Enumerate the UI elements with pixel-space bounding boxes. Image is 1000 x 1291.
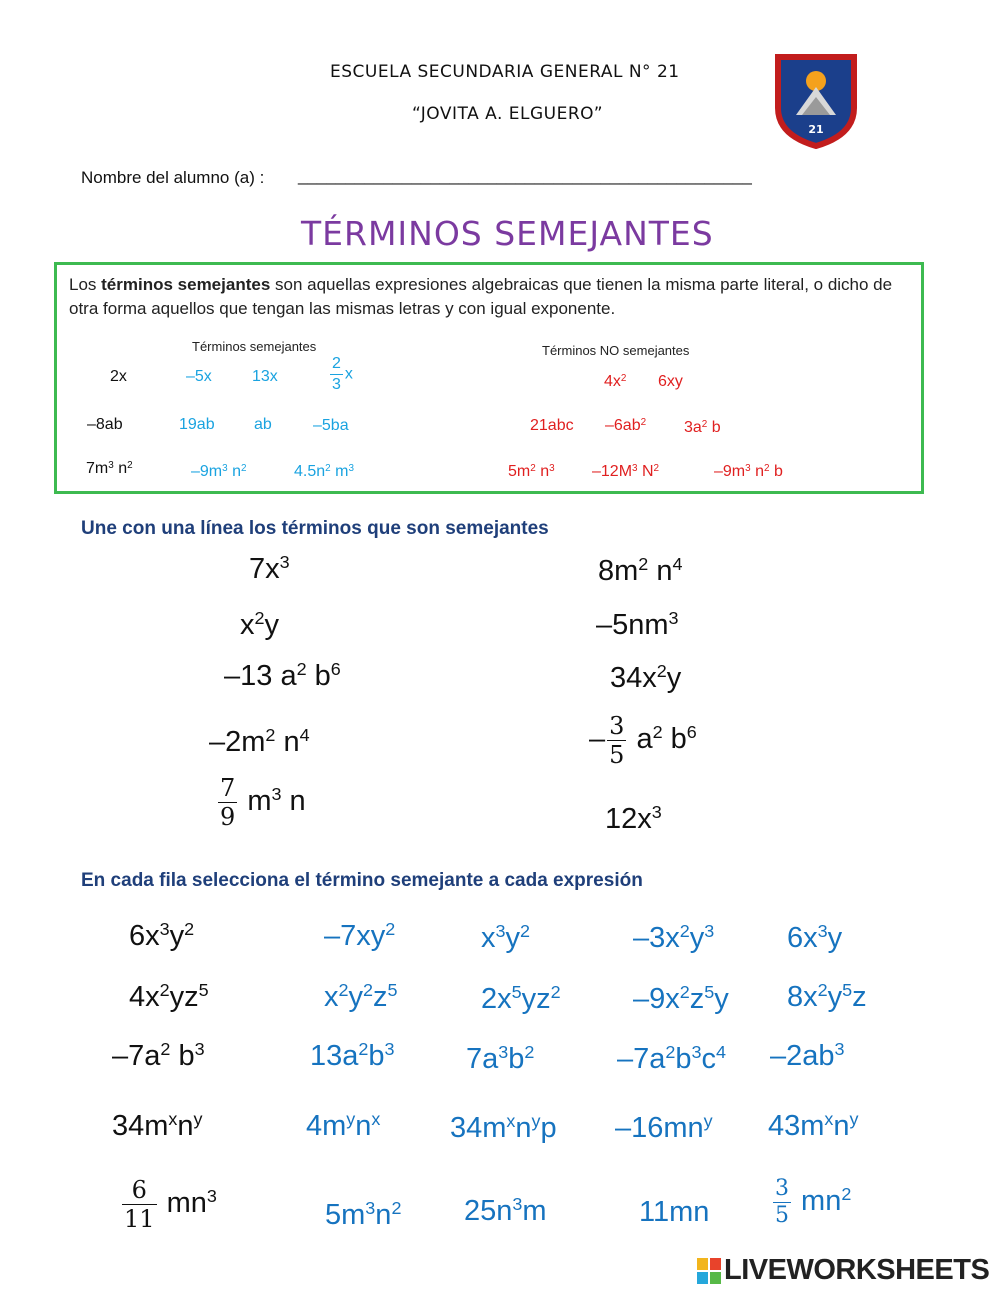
select-option[interactable]: $8x^2y^5z$ xyxy=(787,980,867,1013)
matching-heading: Une con una línea los términos que son semejantes xyxy=(81,518,549,539)
select-option[interactable]: $6x^3y$ xyxy=(787,921,843,954)
select-option[interactable]: $-7xy^2$ xyxy=(324,919,396,952)
select-option[interactable]: $-16mn^y$ xyxy=(615,1111,713,1144)
select-option[interactable]: $2x^5yz^2$ xyxy=(481,982,561,1015)
example-not-similar-term: $-6ab^2$ xyxy=(605,416,647,434)
not-similar-terms-label: Términos NO semejantes xyxy=(542,343,690,358)
selection-heading: En cada fila selecciona el término semejante a cada expresión xyxy=(81,870,643,891)
select-expression-2: $4x^2yz^5$ xyxy=(129,980,209,1013)
select-option[interactable]: $25n^3m$ xyxy=(464,1194,547,1227)
select-option[interactable]: $7a^3b^2$ xyxy=(466,1042,535,1075)
example-not-similar-term: 6xy xyxy=(658,373,683,390)
page-title: TÉRMINOS SEMEJANTES xyxy=(301,214,714,253)
example-similar-term: $4.5n^2$ $m^3$ xyxy=(294,462,354,480)
match-left-term-2[interactable]: $x^2y$ xyxy=(240,608,279,641)
match-right-term-1[interactable]: $8m^2$ $n^4$ xyxy=(598,554,683,587)
match-right-term-4[interactable]: – $\frac{3}{5}$ $a^2$ $b^6$ xyxy=(589,712,697,769)
example-similar-term: $-9m^3$ $n^2$ xyxy=(191,462,247,480)
match-left-term-3[interactable]: –13 $a^2$ $b^6$ xyxy=(224,659,341,692)
select-expression-5: $\frac{6}{11}$ $mn^3$ xyxy=(124,1176,217,1233)
match-left-term-5[interactable]: $\frac{7}{9}$ $m^3$ n xyxy=(220,774,306,831)
select-option[interactable]: $43m^xn^y$ xyxy=(768,1109,859,1142)
school-motto: “JOVITA A. ELGUERO” xyxy=(412,104,604,124)
student-name-label: Nombre del alumno (a) : xyxy=(81,168,265,187)
select-option[interactable]: $4m^yn^x$ xyxy=(306,1109,381,1142)
example-not-similar-term: $-9m^3$ $n^2$ b xyxy=(714,462,783,480)
example-similar-term: –5x xyxy=(186,368,212,385)
crest-number: 21 xyxy=(808,123,824,136)
match-left-term-4[interactable]: $-2m^2$ $n^4$ xyxy=(209,725,310,758)
school-crest-icon xyxy=(774,53,858,149)
select-option[interactable]: $5m^3n^2$ xyxy=(325,1198,402,1231)
match-right-term-2[interactable]: $-5nm^3$ xyxy=(596,608,679,641)
liveworksheets-brand: LIVEWORKSHEETS xyxy=(724,1254,990,1286)
school-name: ESCUELA SECUNDARIA GENERAL N° 21 xyxy=(330,62,680,82)
select-option[interactable]: $-3x^2y^3$ xyxy=(633,921,715,954)
example-not-similar-term: $-12M^3$ $N^2$ xyxy=(592,462,660,480)
liveworksheets-logo xyxy=(697,1254,989,1287)
definition-box xyxy=(54,262,924,494)
example-not-similar-term: $3a^2$ b xyxy=(684,418,721,436)
example-similar-term: ab xyxy=(254,416,272,433)
example-similar-term: –5ba xyxy=(313,417,349,434)
example-base-term: 2x xyxy=(110,368,127,385)
select-option[interactable]: $34m^xn^yp$ xyxy=(450,1111,557,1144)
select-option[interactable]: $x^3y^2$ xyxy=(481,921,530,954)
match-right-term-3[interactable]: $34x^2y$ xyxy=(610,661,682,694)
example-not-similar-term: 21abc xyxy=(530,417,574,434)
select-option[interactable]: $x^2y^2z^5$ xyxy=(324,980,398,1013)
example-similar-term: $\frac{2}{3}$ x xyxy=(332,355,353,393)
match-left-term-1[interactable]: $7x^3$ xyxy=(249,552,290,585)
select-option[interactable]: $-7a^2b^3c^4$ xyxy=(617,1042,727,1075)
example-not-similar-term: $5m^2$ $n^3$ xyxy=(508,462,555,480)
select-option[interactable]: $-2ab^3$ xyxy=(770,1039,845,1072)
liveworksheets-badge-icon xyxy=(697,1258,721,1284)
student-name-line[interactable]: ________________________________________________ xyxy=(298,166,752,185)
select-option[interactable]: $-9x^2z^5y$ xyxy=(633,982,729,1015)
definition-text: Los términos semejantes son aquellas expresiones algebraicas que tienen la misma parte literal, o dicho de otra forma aquellos que tengan las mismas letras y con igual exponente. xyxy=(69,275,893,318)
select-option[interactable]: $13a^2b^3$ xyxy=(310,1039,395,1072)
similar-terms-label: Términos semejantes xyxy=(192,339,317,354)
match-right-term-5[interactable]: $12x^3$ xyxy=(605,802,662,835)
select-expression-4: $34m^xn^y$ xyxy=(112,1109,203,1142)
example-base-term: –8ab xyxy=(87,416,123,433)
example-not-similar-term: $4x^2$ xyxy=(604,372,627,390)
select-option[interactable]: 11mn xyxy=(639,1196,710,1228)
example-similar-term: 13x xyxy=(252,368,278,385)
select-option[interactable]: $\frac{3}{5}$ $mn^2$ xyxy=(775,1176,852,1228)
example-base-term: $7m^3$ $n^2$ xyxy=(86,459,133,477)
select-expression-1: $6x^3y^2$ xyxy=(129,919,195,952)
select-expression-3: $-7a^2$ $b^3$ xyxy=(112,1039,205,1072)
example-similar-term: 19ab xyxy=(179,416,215,433)
